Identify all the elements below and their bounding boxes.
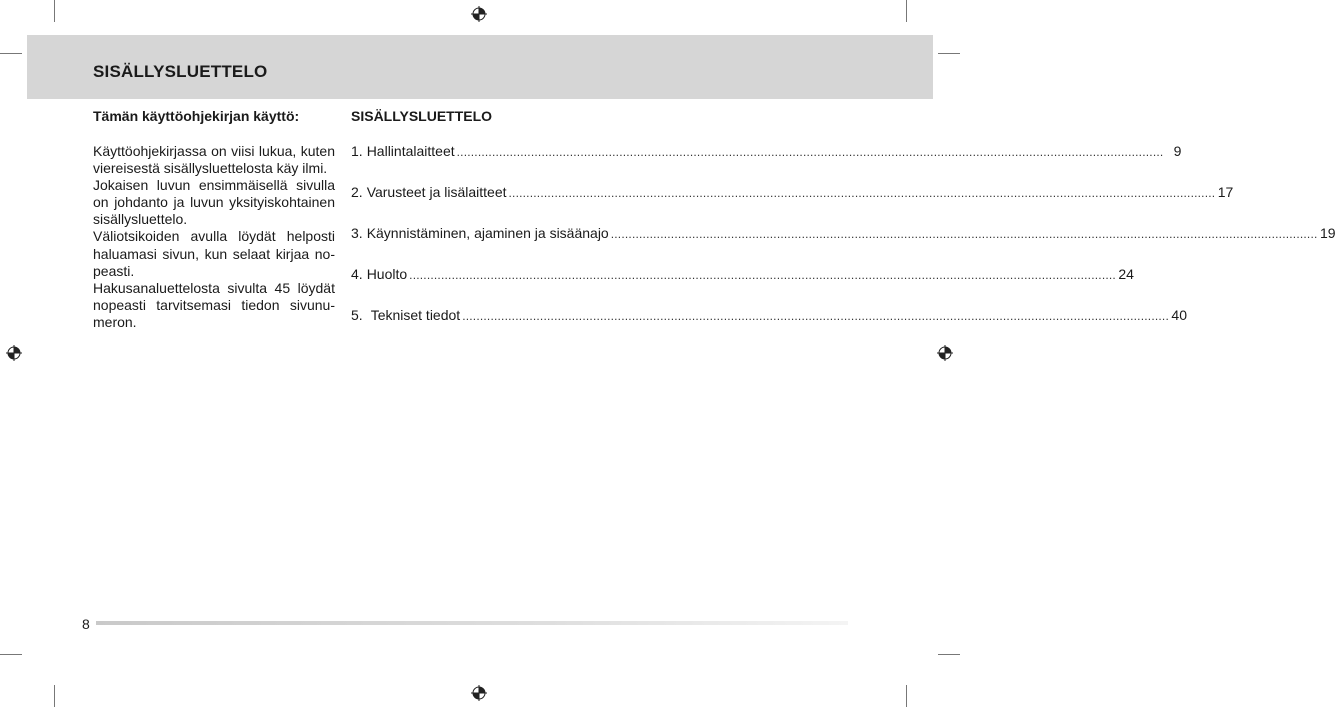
dot-leader: ........................................................................................................................................................................................................ (409, 268, 1116, 282)
footer-rule (96, 621, 848, 625)
crop-mark-top-left (54, 0, 55, 22)
toc-item-title: Hallintalaitteet (366, 143, 455, 159)
toc-item-page: 19 (1319, 225, 1336, 241)
registration-mark-icon (6, 345, 22, 361)
toc-item-title: Tekniset tiedot (370, 307, 461, 323)
toc-item[interactable] (351, 266, 1134, 286)
crop-mark-right-top (938, 53, 960, 54)
dot-leader: ........................................................................................................................................................................................................ (610, 227, 1318, 241)
toc-item-number: 3. (351, 225, 363, 241)
registration-mark-icon (937, 345, 953, 361)
usage-text: Käyttöohjekirjassa on viisi lukua, kuten viereisestä sisällysluettelosta käy ilmi. Jokaisen luvun ensimmäisellä sivulla on johdanto ja luvun yksityiskohtainen sisällysluettelo. Väliotsikoiden avulla löydät helposti haluamasi sivun, kun selaat kirjaa nopeasti. Hakusanaluettelosta sivulta 45 löydät nopeasti tarvitsemasi tiedon sivunumeron. (93, 143, 335, 330)
toc-item-page: 40 (1171, 307, 1187, 323)
toc-item[interactable] (351, 307, 1187, 327)
crop-mark-right-bottom (938, 654, 960, 655)
toc-item[interactable] (351, 143, 1182, 163)
registration-mark-icon (471, 6, 487, 22)
toc-item-number: 1. (351, 143, 363, 159)
crop-mark-bottom-right (906, 685, 907, 707)
page-title: SISÄLLYSLUETTELO (93, 62, 268, 81)
crop-mark-bottom-left (54, 685, 55, 707)
toc-item[interactable] (351, 184, 1234, 204)
registration-mark-icon (471, 685, 487, 701)
toc-item-title: Varusteet ja lisälaitteet (366, 184, 507, 200)
toc-item-title: Käynnistäminen, ajaminen ja sisäänajo (366, 225, 609, 241)
toc-list (351, 143, 1336, 327)
toc-item-number: 4. (351, 266, 363, 282)
toc-item-title: Huolto (366, 266, 408, 282)
crop-mark-left-top (0, 53, 22, 54)
usage-heading: Tämän käyttöohjekirjan käyttö: (93, 108, 300, 124)
dot-leader: ........................................................................................................................................................................................................ (462, 309, 1169, 323)
dot-leader: ........................................................................................................................................................................................................ (508, 186, 1216, 200)
usage-section (93, 108, 335, 331)
crop-mark-top-right (906, 0, 907, 22)
page-number: 8 (82, 616, 90, 632)
toc-heading: SISÄLLYSLUETTELO (351, 108, 493, 124)
toc-item-page: 17 (1217, 184, 1234, 200)
crop-mark-left-bottom (0, 654, 22, 655)
toc-section (351, 108, 1336, 348)
dot-leader: ........................................................................................................................................................................................................ (456, 145, 1164, 159)
toc-item-page: 9 (1173, 143, 1182, 159)
toc-item[interactable] (351, 225, 1336, 245)
toc-item-number: 5. (351, 307, 363, 323)
usage-paragraph (93, 143, 335, 331)
toc-item-page: 24 (1118, 266, 1134, 282)
toc-item-number: 2. (351, 184, 363, 200)
